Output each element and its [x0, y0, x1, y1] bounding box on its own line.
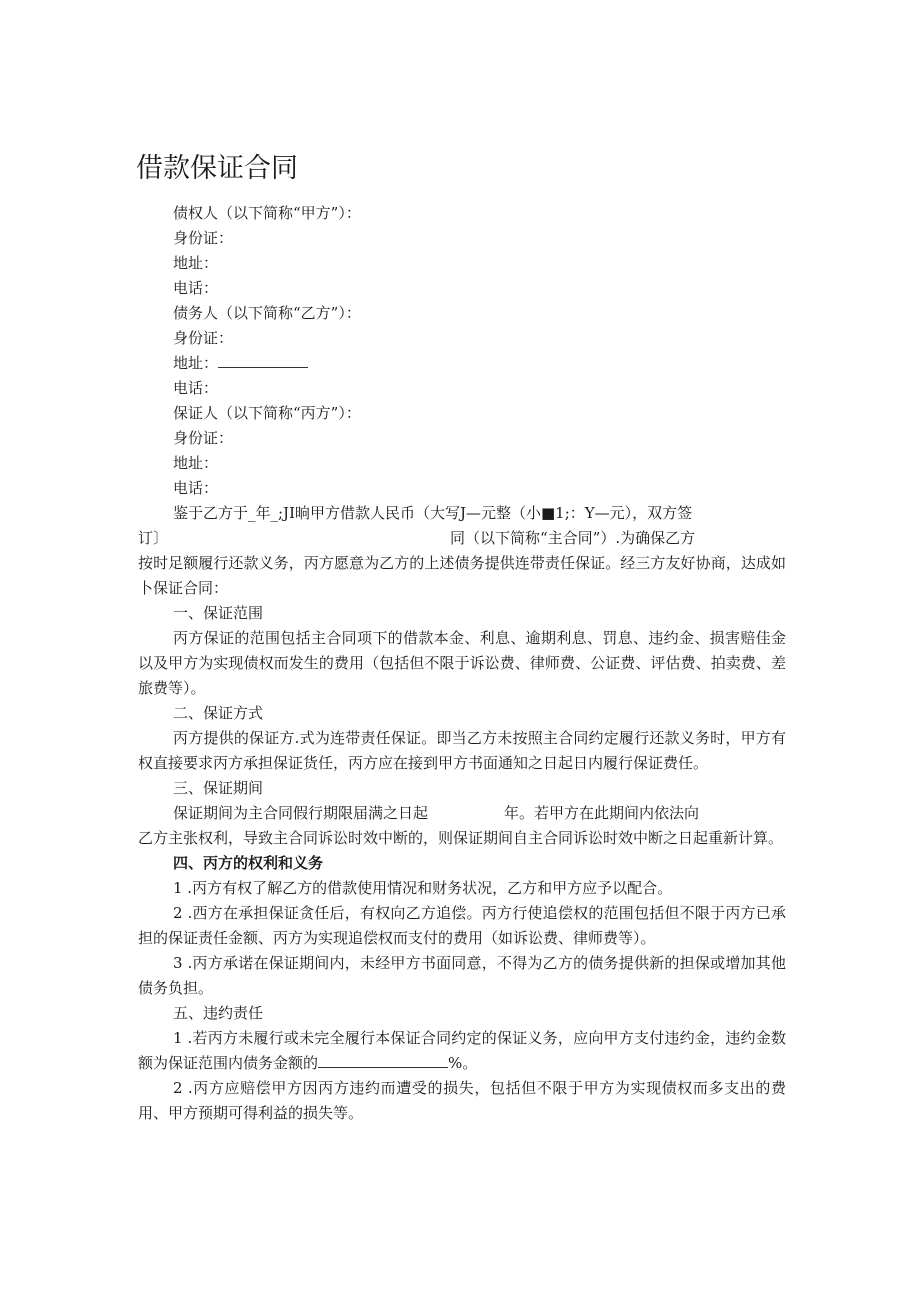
section-5-item-1-text: 1 .若丙方未履行或未完全履行本保证合同约定的保证义务，应向甲方支付违约金，违约金数额为保证范围内债务金额的 — [138, 1029, 786, 1072]
section-5-percent-sign: %。 — [448, 1054, 478, 1072]
document-body — [138, 201, 786, 1126]
section-5-percent-blank — [318, 1055, 448, 1068]
preamble-contract-text: 同（以下简称“主合同”）.为确保乙方 — [450, 529, 696, 547]
section-5-item-2: 2 .丙方应赔偿甲方因丙方违约而遭受的损失，包括但不限于甲方为实现债权而多支出的费用、甲方预期可得利益的损失等。 — [138, 1079, 786, 1122]
section-3-text-a: 保证期间为主合同假行期限届满之日起 — [173, 804, 429, 822]
preamble-sign-text: 订〕 — [138, 529, 169, 547]
section-2-text: 丙方提供的保证方.式为连带责任保证。即当乙方未按照主合同约定履行还款义务时，甲方有权直接要求丙方承担保证货任，丙方应在接到甲方书面通知之日起日内履行保证费任。 — [138, 729, 786, 772]
creditor-id-label: 身份证： — [173, 229, 234, 247]
guarantor-address-label: 地址： — [173, 454, 219, 472]
document-title: 借款保证合同 — [136, 153, 298, 184]
debtor-id-label: 身份证： — [173, 329, 234, 347]
section-4-item-2: 2 .西方在承担保证贪任后，有权向乙方追偿。丙方行使追偿权的范围包括但不限于丙方已承担的保证责任金额、丙方为实现追偿权而支付的费用（如诉讼费、律师费等）。 — [138, 904, 786, 947]
preamble-line-3: 按时足额履行还款义务，丙方愿意为乙方的上述债务提供连带责任保证。经三方友好协商，达成如卜保证合同： — [138, 554, 786, 597]
preamble-line-2 — [138, 526, 786, 551]
section-4-heading: 四、丙方的权利和义务 — [173, 854, 324, 872]
section-3-text-line — [138, 801, 786, 826]
creditor-phone-label: 电话： — [173, 279, 219, 297]
section-4-item-3: 3 .丙方承诺在保证期间内，未经甲方书面同意，不得为乙方的债务提供新的担保或增加其他债务负担。 — [138, 954, 786, 997]
section-1-text: 丙方保证的范围包括主合同项下的借款本金、利息、逾期利息、罚息、违约金、损害赔佳金以及甲方为实现债权而发生的费用（包括但不限于诉讼费、律师费、公证费、评估费、拍卖费、差旅费等）。 — [138, 629, 786, 697]
guarantor-id-label: 身份证： — [173, 429, 234, 447]
debtor-phone-label: 电话： — [173, 379, 219, 397]
section-3-text-c: 乙方主张权利，导致主合同诉讼时效中断的，则保证期间自主合同诉讼时效中断之日起重新计算。 — [138, 829, 784, 847]
guarantor-phone-label: 电话： — [173, 479, 219, 497]
section-3-heading: 三、保证期间 — [173, 779, 264, 797]
debtor-label: 债务人（以下简称“乙方”）： — [173, 304, 361, 322]
creditor-label: 债权人（以下简称“甲方”）： — [173, 204, 361, 222]
guarantor-label: 保证人（以下简称“丙方”）： — [173, 404, 361, 422]
preamble-line-1: 鉴于乙方于_年_;JI晌甲方借款人民币（大写J—元整（小■1;：Y—元），双方签 — [173, 504, 693, 522]
section-5-item-1 — [138, 1026, 786, 1076]
debtor-address-blank — [218, 355, 308, 368]
section-3-text-b: 年。若甲方在此期间内依法向 — [504, 804, 700, 822]
section-2-heading: 二、保证方式 — [173, 704, 264, 722]
section-5-heading: 五、违约责任 — [173, 1004, 264, 1022]
section-1-heading: 一、保证范围 — [173, 604, 264, 622]
section-4-item-1: 1 .丙方有权了解乙方的借款使用情况和财务状况，乙方和甲方应予以配合。 — [173, 879, 673, 897]
creditor-address-label: 地址： — [173, 254, 219, 272]
debtor-address-row — [138, 351, 786, 376]
debtor-address-label: 地址： — [173, 354, 219, 372]
